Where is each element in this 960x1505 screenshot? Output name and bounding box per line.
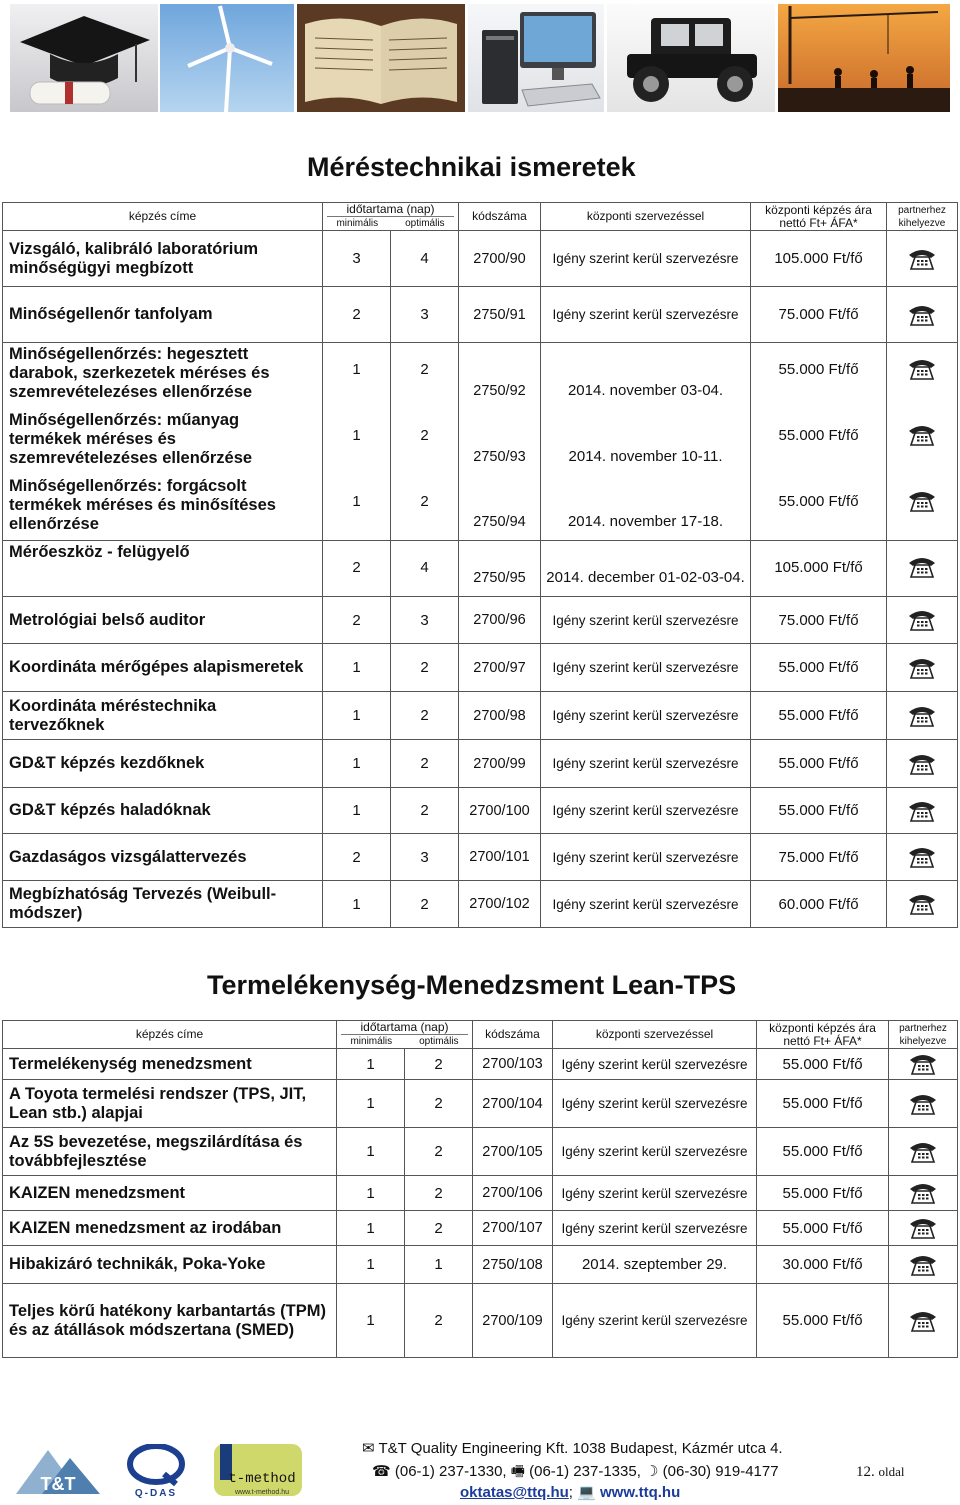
course-name: A Toyota termelési rendszer (TPS, JIT, Lean stb.) alapjai: [3, 1080, 337, 1128]
course-name: Minőségellenőrzés: műanyag termékek méréses és szemrevételezéses ellenőrzése: [3, 409, 323, 475]
course-code: 2750/108: [473, 1246, 553, 1284]
footer-web-link[interactable]: www.ttq.hu: [600, 1484, 681, 1501]
partner-phone-icon-cell: [887, 231, 958, 287]
phone-icon: [907, 704, 937, 728]
course-row: [3, 692, 958, 740]
course-organization: Igény szerint kerül szervezésre: [553, 1080, 757, 1128]
min-days: 1: [337, 1211, 405, 1246]
header-code: kódszáma: [459, 203, 541, 231]
course-row: [3, 644, 958, 692]
course-price: 55.000 Ft/fő: [751, 409, 887, 475]
course-organization: Igény szerint kerül szervezésre: [553, 1176, 757, 1211]
footer-email-link[interactable]: oktatas@ttq.hu: [460, 1484, 569, 1501]
phone-icon: [907, 247, 937, 271]
photo-wind-turbine: [160, 4, 294, 112]
page-footer: [0, 1430, 960, 1502]
opt-days: 2: [391, 692, 459, 740]
partner-phone-icon-cell: [887, 597, 958, 644]
course-code: 2700/96: [459, 597, 541, 644]
course-code: 2700/102: [459, 881, 541, 928]
logo-tt: [12, 1444, 104, 1496]
course-organization: Igény szerint kerül szervezésre: [553, 1211, 757, 1246]
page-number-word: oldal: [878, 1464, 905, 1479]
min-days: 3: [323, 231, 391, 287]
phone-icon: [908, 1052, 938, 1076]
min-days: 1: [323, 475, 391, 541]
course-name: KAIZEN menedzsment az irodában: [3, 1211, 337, 1246]
min-days: 1: [323, 409, 391, 475]
footer-address-line: [362, 1439, 783, 1457]
course-row: [3, 1080, 958, 1128]
header-price: központi képzés ára nettó Ft+ ÁFA*: [757, 1021, 889, 1049]
min-days: 1: [323, 788, 391, 834]
opt-days: 2: [405, 1176, 473, 1211]
photo-construction: [778, 4, 950, 112]
min-days: 1: [337, 1246, 405, 1284]
course-name: Minőségellenőrzés: hegesztett darabok, szerkezetek méréses és szemrevételezéses ellenőrzése: [3, 343, 323, 409]
course-code: 2700/107: [473, 1211, 553, 1246]
course-price: 55.000 Ft/fő: [751, 644, 887, 692]
section-title-measurement: Méréstechnikai ismeretek: [307, 152, 636, 182]
phone-icon: [907, 357, 937, 381]
course-row: [3, 1128, 958, 1176]
min-days: 1: [337, 1049, 405, 1080]
course-organization: 2014. december 01-02-03-04.: [541, 541, 751, 597]
course-row: [3, 231, 958, 287]
course-code: 2700/105: [473, 1128, 553, 1176]
partner-phone-icon-cell: [887, 692, 958, 740]
partner-phone-icon-cell: [887, 343, 958, 409]
phone-icon: [908, 1181, 938, 1205]
course-organization: Igény szerint kerül szervezésre: [541, 834, 751, 881]
partner-phone-icon-cell: [889, 1246, 958, 1284]
course-name: Minőségellenőrzés: forgácsolt termékek méréses és minősítéses ellenőrzése: [3, 475, 323, 541]
phone-icon: [907, 656, 937, 680]
course-organization: Igény szerint kerül szervezésre: [553, 1128, 757, 1176]
opt-days: 2: [405, 1049, 473, 1080]
course-price: 55.000 Ft/fő: [757, 1080, 889, 1128]
course-code: 2750/92: [459, 343, 541, 409]
page-number: [856, 1464, 905, 1481]
header-partner: partnerhez kihelyezve: [887, 203, 958, 231]
fax-icon: 🖷: [510, 1463, 525, 1480]
phone-icon: [907, 555, 937, 579]
opt-days: 4: [391, 231, 459, 287]
partner-phone-icon-cell: [889, 1211, 958, 1246]
course-code: 2750/91: [459, 287, 541, 343]
course-name: Koordináta méréstechnika tervezőknek: [3, 692, 323, 740]
course-name: Termelékenység menedzsment: [3, 1049, 337, 1080]
photo-vintage-car: [607, 4, 775, 112]
course-price: 55.000 Ft/fő: [757, 1049, 889, 1080]
logo-tt-text: T&T: [40, 1474, 76, 1494]
section-title-lean: Termelékenység-Menedzsment Lean-TPS: [207, 970, 737, 1000]
course-name: KAIZEN menedzsment: [3, 1176, 337, 1211]
course-row: [3, 1284, 958, 1358]
min-days: 1: [323, 644, 391, 692]
course-code: 2700/109: [473, 1284, 553, 1358]
partner-phone-icon-cell: [887, 475, 958, 541]
partner-phone-icon-cell: [889, 1080, 958, 1128]
header-course-title: képzés címe: [3, 203, 323, 231]
header-banner: [0, 4, 960, 112]
course-price: 55.000 Ft/fő: [757, 1128, 889, 1176]
course-row: [3, 1176, 958, 1211]
min-days: 1: [323, 740, 391, 788]
course-code: 2700/100: [459, 788, 541, 834]
min-days: 1: [337, 1284, 405, 1358]
opt-days: 2: [405, 1128, 473, 1176]
course-organization: Igény szerint kerül szervezésre: [541, 231, 751, 287]
phone-icon: [907, 489, 937, 513]
phone-icon: [908, 1092, 938, 1116]
course-organization: Igény szerint kerül szervezésre: [541, 881, 751, 928]
course-price: 55.000 Ft/fő: [751, 692, 887, 740]
min-days: 2: [323, 287, 391, 343]
course-name: Hibakizáró technikák, Poka-Yoke: [3, 1246, 337, 1284]
course-row: [3, 740, 958, 788]
course-price: 55.000 Ft/fő: [751, 343, 887, 409]
phone-icon: [908, 1309, 938, 1333]
course-code: 2750/94: [459, 475, 541, 541]
opt-days: 2: [391, 409, 459, 475]
course-price: 55.000 Ft/fő: [751, 788, 887, 834]
partner-phone-icon-cell: [887, 788, 958, 834]
opt-days: 2: [405, 1211, 473, 1246]
footer-contact-line: [460, 1483, 680, 1501]
computer-icon: 💻: [577, 1484, 596, 1501]
course-name: Mérőeszköz - felügyelő: [3, 541, 323, 597]
partner-phone-icon-cell: [889, 1128, 958, 1176]
course-price: 55.000 Ft/fő: [751, 475, 887, 541]
partner-phone-icon-cell: [889, 1049, 958, 1080]
header-duration: időtartama (nap) minimális optimális: [323, 203, 459, 231]
envelope-icon: ✉: [362, 1440, 375, 1457]
course-price: 55.000 Ft/fő: [757, 1211, 889, 1246]
course-price: 105.000 Ft/fő: [751, 231, 887, 287]
photo-computer: [468, 4, 604, 112]
course-row: [3, 287, 958, 343]
opt-days: 2: [405, 1080, 473, 1128]
course-row: [3, 475, 958, 541]
min-days: 1: [323, 343, 391, 409]
header-partner: partnerhez kihelyezve: [889, 1021, 958, 1049]
opt-days: 2: [391, 740, 459, 788]
opt-days: 2: [391, 343, 459, 409]
opt-days: 3: [391, 834, 459, 881]
header-code: kódszáma: [473, 1021, 553, 1049]
min-days: 1: [337, 1080, 405, 1128]
course-row: [3, 1211, 958, 1246]
partner-phone-icon-cell: [887, 287, 958, 343]
footer-separator: ;: [568, 1484, 573, 1501]
course-row: [3, 788, 958, 834]
partner-phone-icon-cell: [887, 644, 958, 692]
course-row: [3, 1246, 958, 1284]
course-code: 2700/101: [459, 834, 541, 881]
opt-days: 2: [391, 644, 459, 692]
course-row: [3, 409, 958, 475]
course-code: 2700/98: [459, 692, 541, 740]
course-code: 2750/95: [459, 541, 541, 597]
min-days: 1: [337, 1128, 405, 1176]
course-name: Vizsgáló, kalibráló laboratórium minőségügyi megbízott: [3, 231, 323, 287]
opt-days: 4: [391, 541, 459, 597]
course-name: GD&T képzés kezdőknek: [3, 740, 323, 788]
course-code: 2700/97: [459, 644, 541, 692]
phone-icon: [908, 1216, 938, 1240]
course-row: [3, 834, 958, 881]
course-price: 55.000 Ft/fő: [757, 1284, 889, 1358]
phone-icon: [907, 303, 937, 327]
course-price: 55.000 Ft/fő: [757, 1176, 889, 1211]
min-days: 1: [323, 692, 391, 740]
course-organization: Igény szerint kerül szervezésre: [541, 692, 751, 740]
header-organization: központi szervezéssel: [553, 1021, 757, 1049]
course-name: Metrológiai belső auditor: [3, 597, 323, 644]
mobile-icon: ☽: [645, 1463, 659, 1480]
course-price: 60.000 Ft/fő: [751, 881, 887, 928]
course-name: Az 5S bevezetése, megszilárdítása és továbbfejlesztése: [3, 1128, 337, 1176]
course-name: Koordináta mérőgépes alapismeretek: [3, 644, 323, 692]
course-price: 105.000 Ft/fő: [751, 541, 887, 597]
opt-days: 2: [391, 788, 459, 834]
photo-graduation-cap: [10, 4, 158, 112]
header-price: központi képzés ára nettó Ft+ ÁFA*: [751, 203, 887, 231]
course-name: Gazdaságos vizsgálattervezés: [3, 834, 323, 881]
min-days: 2: [323, 541, 391, 597]
partner-phone-icon-cell: [887, 881, 958, 928]
logo-tmethod: [210, 1440, 306, 1500]
course-row: [3, 597, 958, 644]
course-price: 75.000 Ft/fő: [751, 287, 887, 343]
course-table-lean: [2, 1020, 958, 1358]
course-organization: Igény szerint kerül szervezésre: [541, 740, 751, 788]
footer-phone: (06-1) 237-1330,: [394, 1463, 507, 1480]
header-duration: időtartama (nap) minimális optimális: [337, 1021, 473, 1049]
header-course-title: képzés címe: [3, 1021, 337, 1049]
logo-qdas-text: Q-DAS: [134, 1488, 178, 1498]
course-code: 2700/104: [473, 1080, 553, 1128]
logo-tmethod-text: t-method: [228, 1471, 296, 1487]
course-organization: Igény szerint kerül szervezésre: [553, 1284, 757, 1358]
course-organization: 2014. november 10-11.: [541, 409, 751, 475]
course-price: 30.000 Ft/fő: [757, 1246, 889, 1284]
course-organization: Igény szerint kerül szervezésre: [541, 788, 751, 834]
course-organization: Igény szerint kerül szervezésre: [541, 644, 751, 692]
course-name: Teljes körű hatékony karbantartás (TPM) és az átállások módszertana (SMED): [3, 1284, 337, 1358]
course-organization: 2014. november 17-18.: [541, 475, 751, 541]
opt-days: 2: [391, 475, 459, 541]
phone-icon: ☎: [372, 1463, 391, 1480]
course-organization: Igény szerint kerül szervezésre: [553, 1049, 757, 1080]
footer-mobile: (06-30) 919-4177: [662, 1463, 779, 1480]
course-organization: Igény szerint kerül szervezésre: [541, 597, 751, 644]
opt-days: 3: [391, 597, 459, 644]
logo-qdas: [118, 1444, 194, 1498]
photo-old-book: [297, 4, 465, 112]
footer-company: T&T Quality Engineering Kft. 1038 Budapest, Kázmér utca 4.: [378, 1440, 783, 1457]
logo-tmethod-url: www.t-method.hu: [234, 1489, 290, 1496]
phone-icon: [907, 892, 937, 916]
partner-phone-icon-cell: [887, 740, 958, 788]
course-row: [3, 881, 958, 928]
partner-phone-icon-cell: [887, 409, 958, 475]
course-code: 2700/90: [459, 231, 541, 287]
course-price: 55.000 Ft/fő: [751, 740, 887, 788]
min-days: 2: [323, 834, 391, 881]
course-table-measurement: [2, 202, 958, 928]
min-days: 1: [337, 1176, 405, 1211]
partner-phone-icon-cell: [887, 834, 958, 881]
course-code: 2700/99: [459, 740, 541, 788]
course-price: 75.000 Ft/fő: [751, 834, 887, 881]
page-number-value: 12.: [856, 1464, 875, 1480]
phone-icon: [907, 845, 937, 869]
course-name: Minőségellenőr tanfolyam: [3, 287, 323, 343]
phone-icon: [907, 752, 937, 776]
course-code: 2700/106: [473, 1176, 553, 1211]
course-row: [3, 1049, 958, 1080]
course-code: 2700/103: [473, 1049, 553, 1080]
course-price: 75.000 Ft/fő: [751, 597, 887, 644]
partner-phone-icon-cell: [889, 1284, 958, 1358]
course-code: 2750/93: [459, 409, 541, 475]
course-organization: 2014. szeptember 29.: [553, 1246, 757, 1284]
opt-days: 3: [391, 287, 459, 343]
phone-icon: [908, 1253, 938, 1277]
opt-days: 1: [405, 1246, 473, 1284]
phone-icon: [907, 608, 937, 632]
phone-icon: [907, 799, 937, 823]
opt-days: 2: [405, 1284, 473, 1358]
course-name: GD&T képzés haladóknak: [3, 788, 323, 834]
opt-days: 2: [391, 881, 459, 928]
course-name: Megbízhatóság Tervezés (Weibull-módszer): [3, 881, 323, 928]
partner-phone-icon-cell: [887, 541, 958, 597]
min-days: 2: [323, 597, 391, 644]
min-days: 1: [323, 881, 391, 928]
course-row: [3, 343, 958, 409]
course-row: [3, 541, 958, 597]
header-organization: központi szervezéssel: [541, 203, 751, 231]
course-organization: Igény szerint kerül szervezésre: [541, 287, 751, 343]
partner-phone-icon-cell: [889, 1176, 958, 1211]
phone-icon: [907, 423, 937, 447]
course-organization: 2014. november 03-04.: [541, 343, 751, 409]
phone-icon: [908, 1140, 938, 1164]
footer-fax: (06-1) 237-1335,: [529, 1463, 641, 1480]
